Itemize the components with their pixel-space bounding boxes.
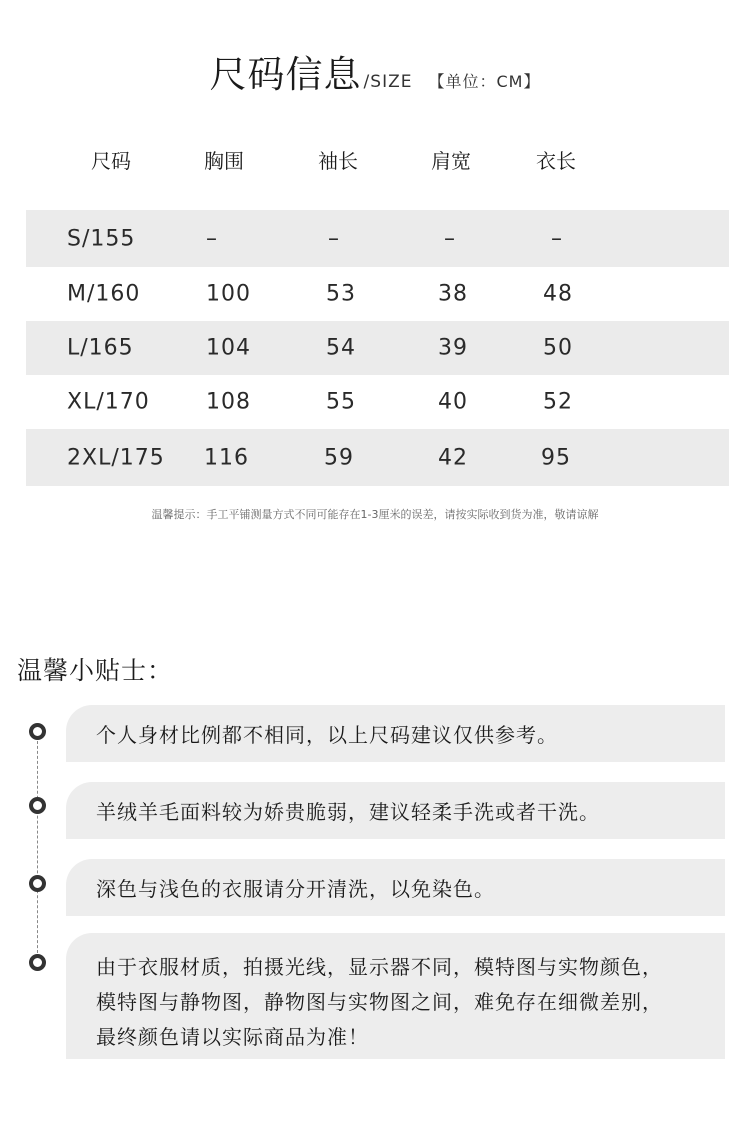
column-header-size: 尺码 bbox=[91, 149, 131, 173]
cell-chest: 104 bbox=[206, 335, 251, 361]
table-row bbox=[26, 321, 729, 375]
size-table-header bbox=[0, 145, 750, 177]
size-table bbox=[26, 210, 729, 486]
cell-length: 52 bbox=[543, 389, 573, 415]
column-header-shoulder: 肩宽 bbox=[431, 149, 471, 173]
cell-chest: 108 bbox=[206, 389, 251, 415]
title-unit-label: 【单位：CM】 bbox=[428, 72, 541, 91]
column-header-chest: 胸围 bbox=[204, 149, 244, 173]
circle-dot-icon bbox=[29, 875, 46, 892]
table-row bbox=[26, 267, 729, 321]
tip-item bbox=[66, 859, 725, 916]
timeline-line bbox=[37, 731, 38, 963]
tip-item bbox=[66, 782, 725, 839]
table-row bbox=[26, 375, 729, 429]
cell-shoulder: – bbox=[444, 226, 456, 251]
size-info-title bbox=[0, 44, 750, 98]
cell-size: S/155 bbox=[67, 226, 136, 251]
cell-length: 95 bbox=[541, 445, 571, 470]
cell-sleeve: 53 bbox=[326, 281, 356, 307]
cell-chest: 116 bbox=[204, 445, 249, 470]
tip-text-line: 模特图与静物图，静物图与实物图之间，难免存在细微差别， bbox=[96, 990, 663, 1014]
circle-dot-icon bbox=[29, 797, 46, 814]
table-row bbox=[26, 429, 729, 486]
cell-shoulder: 39 bbox=[438, 335, 468, 361]
cell-size: M/160 bbox=[67, 281, 141, 307]
cell-sleeve: 59 bbox=[324, 445, 354, 470]
column-header-sleeve: 袖长 bbox=[318, 149, 358, 173]
column-header-length: 衣长 bbox=[536, 149, 576, 173]
tip-text-line: 最终颜色请以实际商品为准！ bbox=[96, 1025, 369, 1049]
tip-text: 个人身材比例都不相同，以上尺码建议仅供参考。 bbox=[96, 723, 558, 747]
cell-size: XL/170 bbox=[67, 389, 150, 415]
tip-item bbox=[66, 933, 725, 1059]
tip-item bbox=[66, 705, 725, 762]
cell-size: 2XL/175 bbox=[67, 445, 165, 470]
tip-text: 深色与浅色的衣服请分开清洗，以免染色。 bbox=[96, 877, 495, 901]
cell-length: – bbox=[551, 226, 563, 251]
title-size-label: /SIZE bbox=[363, 72, 413, 92]
table-row bbox=[26, 210, 729, 267]
cell-chest: – bbox=[206, 226, 218, 251]
cell-size: L/165 bbox=[67, 335, 134, 361]
circle-dot-icon bbox=[29, 954, 46, 971]
cell-shoulder: 38 bbox=[438, 281, 468, 307]
cell-sleeve: 55 bbox=[326, 389, 356, 415]
cell-sleeve: – bbox=[328, 226, 340, 251]
measurement-note: 温馨提示：手工平铺测量方式不同可能存在1-3厘米的误差，请按实际收到货为准，敬请谅解 bbox=[151, 508, 599, 521]
tip-text-line: 由于衣服材质，拍摄光线，显示器不同，模特图与实物颜色， bbox=[96, 955, 663, 979]
cell-chest: 100 bbox=[206, 281, 251, 307]
title-main: 尺码信息 bbox=[209, 53, 362, 96]
cell-length: 50 bbox=[543, 335, 573, 361]
cell-sleeve: 54 bbox=[326, 335, 356, 361]
tip-text: 羊绒羊毛面料较为娇贵脆弱，建议轻柔手洗或者干洗。 bbox=[96, 800, 600, 824]
cell-length: 48 bbox=[543, 281, 573, 307]
tips-title: 温馨小贴士： bbox=[17, 656, 174, 685]
circle-dot-icon bbox=[29, 723, 46, 740]
cell-shoulder: 42 bbox=[438, 445, 468, 470]
cell-shoulder: 40 bbox=[438, 389, 468, 415]
